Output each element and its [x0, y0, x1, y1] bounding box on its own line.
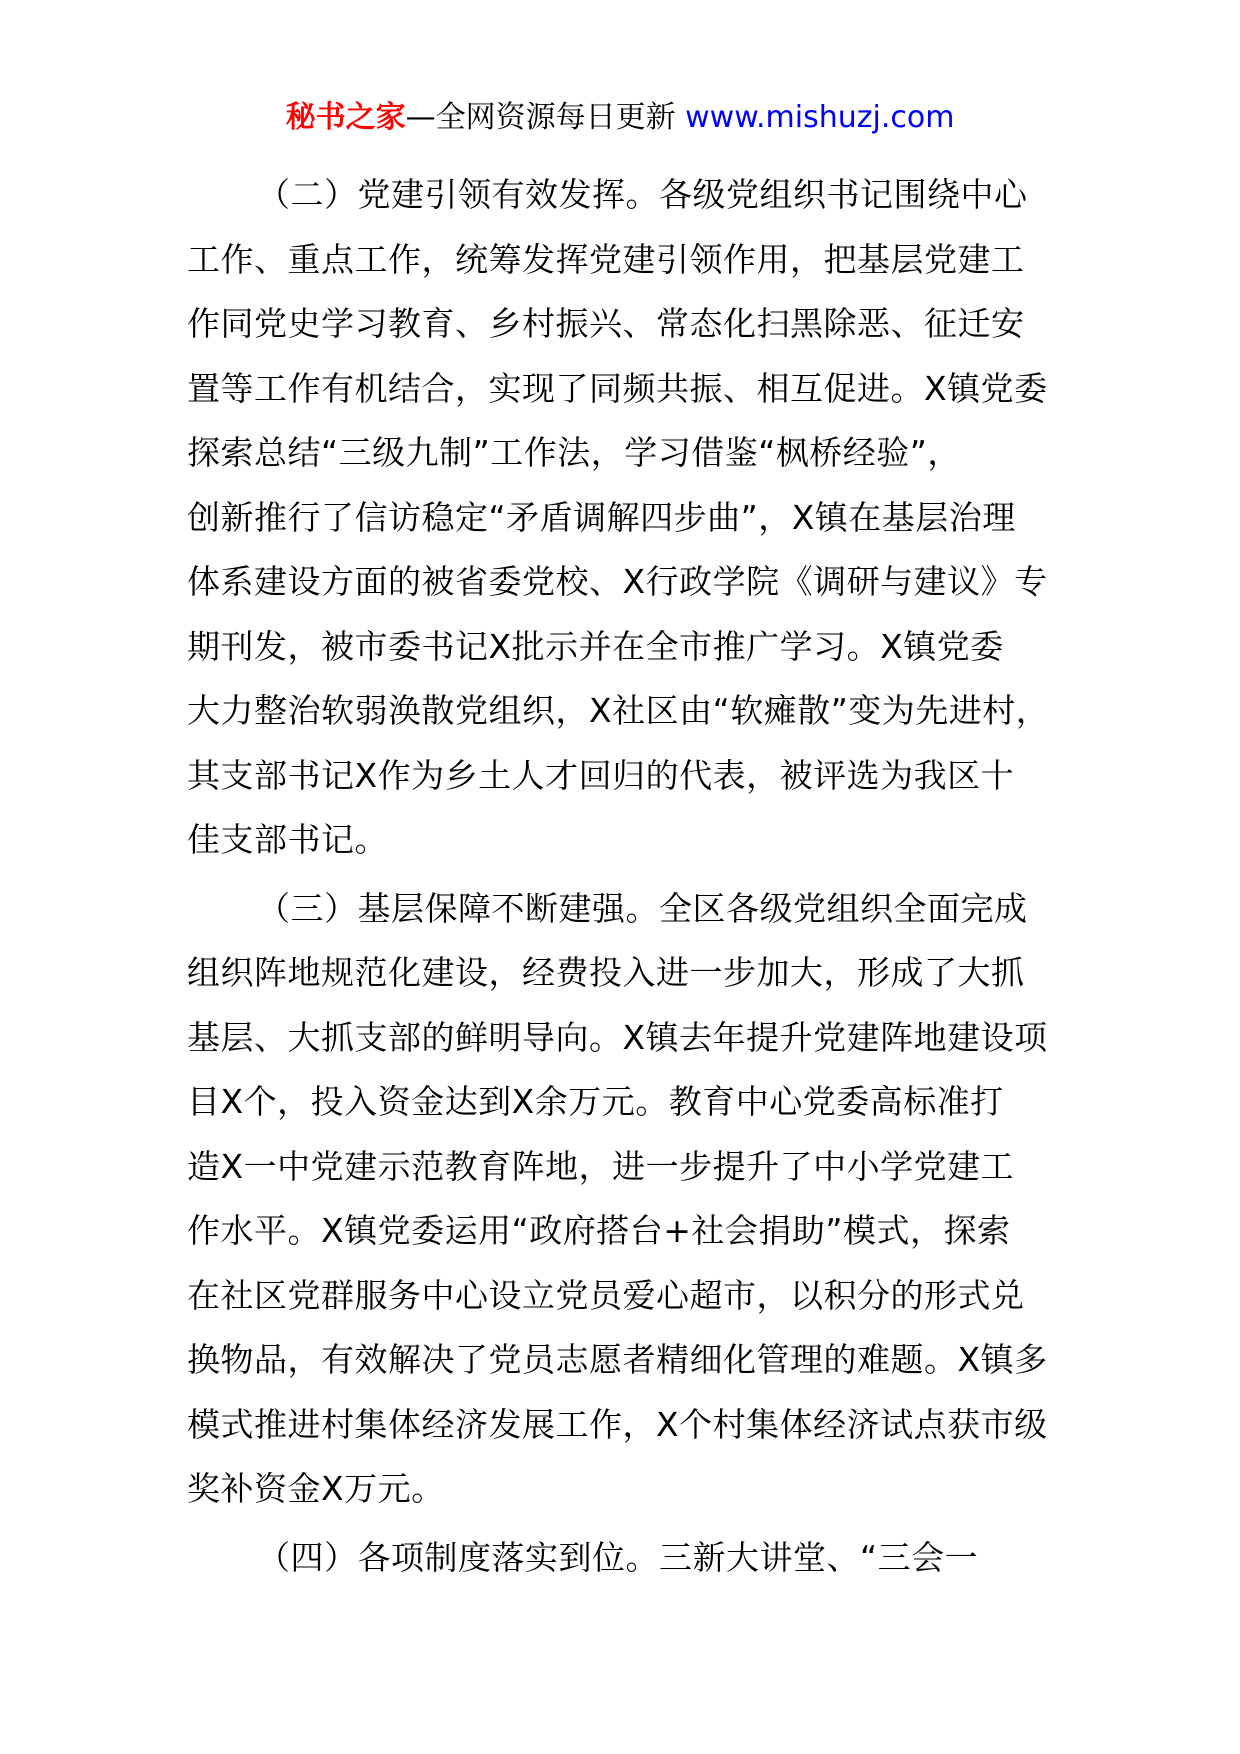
text-line: 造X一中党建示范教育阵地，进一步提升了中小学党建工: [187, 1146, 1015, 1186]
text-line: 工作、重点工作，统筹发挥党建引领作用，把基层党建工: [187, 239, 1025, 279]
brand-name: 秘书之家: [285, 100, 406, 135]
site-banner: [0, 98, 1240, 138]
text-line: 创新推行了信访稳定“矛盾调解四步曲”，X镇在基层治理: [187, 497, 1016, 537]
text-line: 大力整治软弱涣散党组织，X社区由“软瘫散”变为先进村，: [187, 691, 1050, 730]
text-line: 期刊发，被市委书记X批示并在全市推广学习。X镇党委: [187, 626, 1004, 666]
text-line: 佳支部书记。: [187, 820, 388, 859]
text-line: （二）党建引领有效发挥。各级党组织书记围绕中心: [257, 175, 1028, 214]
text-line: （四）各项制度落实到位。三新大讲堂、“三会一: [257, 1537, 979, 1577]
text-line: 模式推进村集体经济发展工作，X个村集体经济试点获市级: [187, 1404, 1048, 1444]
text-line: 组织阵地规范化建设，经费投入进一步加大，形成了大抓: [187, 953, 1025, 992]
text-line: 基层、大抓支部的鲜明导向。X镇去年提升党建阵地建设项: [187, 1017, 1048, 1057]
banner-tagline: —全网资源每日更新: [405, 100, 686, 135]
text-line: 目X个，投入资金达到X余万元。教育中心党委高标准打: [187, 1082, 1004, 1121]
text-line: 作水平。X镇党委运用“政府搭台+社会捐助”模式，探索: [187, 1211, 1011, 1250]
text-line: 体系建设方面的被省委党校、X行政学院《调研与建议》专: [187, 562, 1048, 601]
text-line: 奖补资金X万元。: [187, 1469, 445, 1508]
paragraph-party-building-leadership: [187, 163, 1067, 873]
text-line: 换物品，有效解决了党员志愿者精细化管理的难题。X镇多: [187, 1340, 1048, 1379]
document-body: [187, 163, 1067, 1594]
text-line: 探索总结“三级九制”工作法，学习借鉴“枫桥经验”，: [187, 433, 961, 472]
text-line: 在社区党群服务中心设立党员爱心超市，以积分的形式兑: [187, 1275, 1025, 1315]
text-line: 置等工作有机结合，实现了同频共振、相互促进。X镇党委: [187, 368, 1048, 408]
text-line: 作同党史学习教育、乡村振兴、常态化扫黑除恶、征迁安: [187, 304, 1025, 343]
paragraph-systems-implementation: [187, 1526, 1067, 1591]
paragraph-grassroots-support: [187, 877, 1067, 1522]
site-url-link[interactable]: www.mishuzj.com: [685, 100, 955, 135]
text-line: 其支部书记X作为乡土人才回归的代表，被评选为我区十: [187, 755, 1015, 795]
text-line: （三）基层保障不断建强。全区各级党组织全面完成: [257, 888, 1028, 928]
